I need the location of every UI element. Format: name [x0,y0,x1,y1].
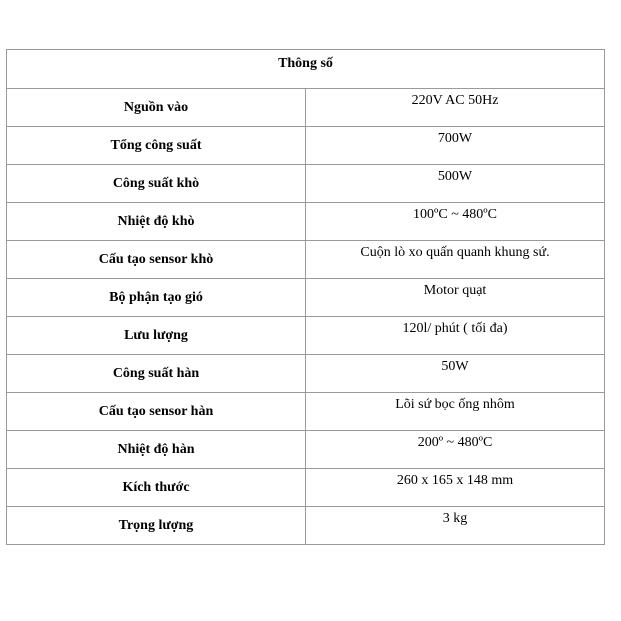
spec-label: Công suất khò [7,165,306,203]
spec-value: 260 x 165 x 148 mm [306,469,605,507]
spec-value: 100ºC ~ 480ºC [306,203,605,241]
spec-table-body [7,50,605,545]
table-row [7,279,605,317]
spec-label: Lưu lượng [7,317,306,355]
table-header: Thông số [7,50,605,89]
spec-value: Motor quạt [306,279,605,317]
spec-label: Cấu tạo sensor khò [7,241,306,279]
spec-table [6,49,605,545]
spec-label: Kích thước [7,469,306,507]
table-row [7,89,605,127]
spec-label: Nhiệt độ khò [7,203,306,241]
spec-value: 500W [306,165,605,203]
table-row [7,355,605,393]
spec-label: Bộ phận tạo gió [7,279,306,317]
spec-label: Trọng lượng [7,507,306,545]
spec-label: Nhiệt độ hàn [7,431,306,469]
spec-value: 3 kg [306,507,605,545]
spec-label: Công suất hàn [7,355,306,393]
spec-value: 220V AC 50Hz [306,89,605,127]
table-row [7,203,605,241]
table-header-row [7,50,605,89]
table-row [7,507,605,545]
table-row [7,393,605,431]
spec-label: Tổng công suất [7,127,306,165]
spec-value: 200º ~ 480ºC [306,431,605,469]
spec-value: 700W [306,127,605,165]
spec-value: Cuộn lò xo quấn quanh khung sứ. [306,241,605,279]
table-row [7,469,605,507]
table-row [7,431,605,469]
spec-value: 50W [306,355,605,393]
spec-value: Lõi sứ bọc ống nhôm [306,393,605,431]
table-row [7,241,605,279]
spec-value: 120l/ phút ( tối đa) [306,317,605,355]
table-row [7,165,605,203]
spec-label: Nguồn vào [7,89,306,127]
table-row [7,317,605,355]
spec-label: Cấu tạo sensor hàn [7,393,306,431]
table-row [7,127,605,165]
